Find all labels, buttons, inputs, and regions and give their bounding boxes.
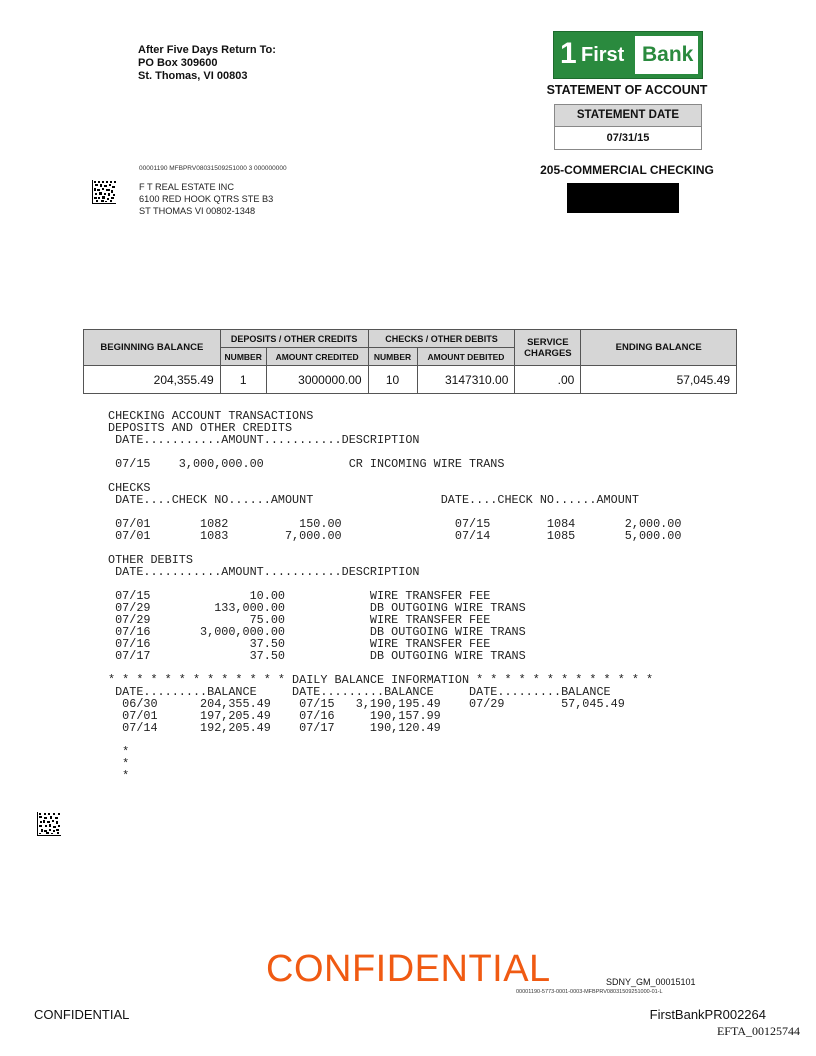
amount-credited-value: 3000000.00 — [266, 366, 368, 394]
transaction-line: 07/01 1083 7,000.00 07/14 1085 5,000.00 — [108, 529, 682, 543]
first-bank-logo — [553, 31, 703, 79]
transaction-line: DATE....CHECK NO......AMOUNT DATE....CHECK NO......AMOUNT — [108, 493, 639, 507]
logo-number: 1 — [560, 37, 577, 70]
transaction-line: * * * * * * * * * * * * * DAILY BALANCE INFORMATION * * * * * * * * * * * * * — [108, 673, 654, 687]
confidential-label: CONFIDENTIAL — [34, 1007, 130, 1022]
transaction-line — [108, 470, 748, 482]
account-summary-table — [83, 329, 737, 394]
header-amount-debited: AMOUNT DEBITED — [417, 348, 515, 366]
header-deposits: DEPOSITS / OTHER CREDITS — [220, 330, 368, 348]
bates-number: FirstBankPR002264 — [649, 1007, 766, 1022]
logo-bank: Bank — [642, 43, 694, 66]
checks-number-value: 10 — [368, 366, 417, 394]
sdny-id: SDNY_GM_00015101 — [606, 977, 696, 987]
transaction-line: * — [108, 757, 130, 771]
return-address-line2: PO Box 309600 — [138, 57, 218, 69]
mailing-address — [139, 181, 273, 217]
transaction-line: 07/01 1082 150.00 07/15 1084 2,000.00 — [108, 517, 682, 531]
statement-date-value: 07/31/15 — [606, 132, 650, 144]
redaction-box — [567, 183, 679, 213]
statement-date-box — [554, 104, 702, 150]
transaction-line: 07/29 75.00 WIRE TRANSFER FEE — [108, 613, 491, 627]
transaction-line — [108, 542, 748, 554]
return-address-line1: After Five Days Return To: — [138, 44, 276, 56]
transaction-line: DEPOSITS AND OTHER CREDITS — [108, 421, 293, 435]
header-deposits-number: NUMBER — [220, 348, 266, 366]
transaction-line: 07/15 3,000,000.00 CR INCOMING WIRE TRANS — [108, 457, 505, 471]
transaction-line: 07/17 37.50 DB OUTGOING WIRE TRANS — [108, 649, 526, 663]
transaction-line: DATE...........AMOUNT...........DESCRIPTION — [108, 565, 420, 579]
transaction-line: 07/16 3,000,000.00 DB OUTGOING WIRE TRANS — [108, 625, 526, 639]
transaction-line: 07/29 133,000.00 DB OUTGOING WIRE TRANS — [108, 601, 526, 615]
transaction-line: DATE...........AMOUNT...........DESCRIPTION — [108, 433, 420, 447]
transaction-line: 07/01 197,205.49 07/16 190,157.99 — [108, 709, 441, 723]
header-service-charges: SERVICE CHARGES — [515, 330, 581, 366]
transaction-line: DATE.........BALANCE DATE.........BALANCE DATE.........BALANCE — [108, 685, 611, 699]
transaction-line: CHECKING ACCOUNT TRANSACTIONS — [108, 409, 314, 423]
account-type: 205-COMMERCIAL CHECKING — [540, 163, 714, 177]
deposits-number-value: 1 — [220, 366, 266, 394]
return-address-line3: St. Thomas, VI 00803 — [138, 70, 248, 82]
transaction-line: 07/16 37.50 WIRE TRANSFER FEE — [108, 637, 491, 651]
page-tracking-code: 00001190-5773-0001-0003-MFBPRV08031509251000-01-L — [516, 989, 663, 995]
transaction-line: 06/30 204,355.49 07/15 3,190,195.49 07/29 57,045.49 — [108, 697, 625, 711]
statement-title: STATEMENT OF ACCOUNT — [546, 83, 708, 97]
statement-date-label: STATEMENT DATE — [555, 105, 701, 127]
transaction-line: * — [108, 745, 130, 759]
transaction-line — [108, 734, 748, 746]
datamatrix-code-icon — [92, 180, 116, 204]
transaction-line: 07/15 10.00 WIRE TRANSFER FEE — [108, 589, 491, 603]
transaction-line: CHECKS — [108, 481, 151, 495]
transaction-line: * — [108, 769, 130, 783]
amount-debited-value: 3147310.00 — [417, 366, 515, 394]
header-ending-balance: ENDING BALANCE — [581, 330, 737, 366]
header-amount-credited: AMOUNT CREDITED — [266, 348, 368, 366]
header-beginning-balance: BEGINNING BALANCE — [84, 330, 221, 366]
logo-first: First — [581, 44, 625, 66]
ending-balance-value: 57,045.49 — [581, 366, 737, 394]
customer-name: F T REAL ESTATE INC — [139, 182, 234, 192]
transaction-line: 07/14 192,205.49 07/17 190,120.49 — [108, 721, 441, 735]
transaction-details — [108, 410, 748, 782]
customer-city: ST THOMAS VI 00802-1348 — [139, 206, 256, 216]
efta-number: EFTA_00125744 — [716, 1024, 800, 1038]
page-datamatrix-code-icon — [37, 812, 61, 836]
header-checks: CHECKS / OTHER DEBITS — [368, 330, 515, 348]
header-checks-number: NUMBER — [368, 348, 417, 366]
service-charges-value: .00 — [515, 366, 581, 394]
return-address — [138, 44, 276, 83]
confidential-stamp: CONFIDENTIAL — [266, 948, 551, 990]
mail-barcode-line: 00001190 MFBPRV08031509251000 3 000000000 — [139, 165, 287, 172]
beginning-balance-value: 204,355.49 — [84, 366, 221, 394]
customer-street: 6100 RED HOOK QTRS STE B3 — [139, 194, 274, 204]
transaction-line: OTHER DEBITS — [108, 553, 193, 567]
